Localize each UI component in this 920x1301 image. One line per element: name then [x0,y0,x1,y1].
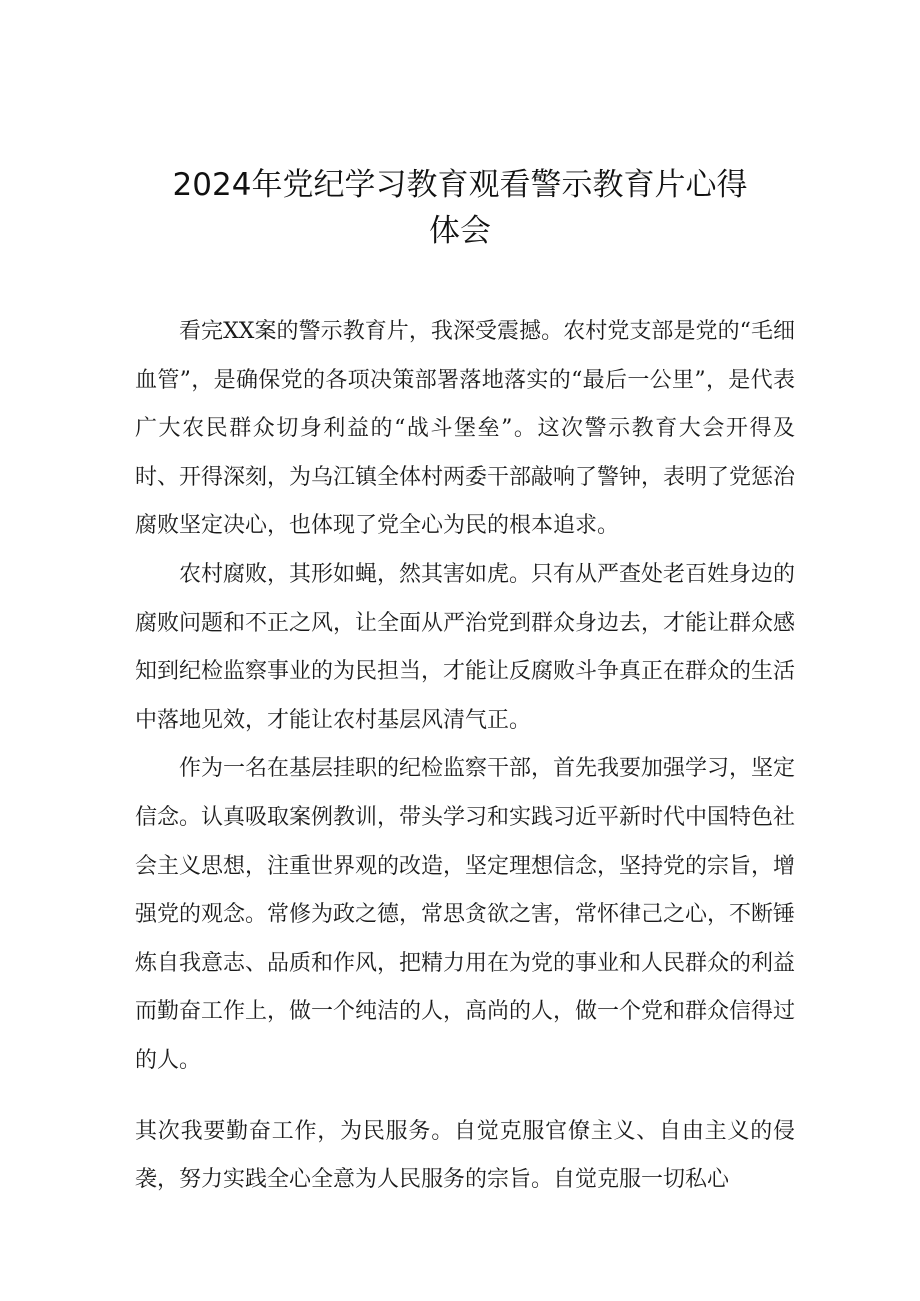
document-body [135,308,795,1205]
paragraph-3: 作为一名在基层挂职的纪检监察干部，首先我要加强学习，坚定信念。认真吸取案例教训，带头学习和实践习近平新时代中国特色社会主义思想，注重世界观的改造，坚定理想信念，坚持党的宗旨，增强党的观念。常修为政之德，常思贪欲之害，常怀律己之心，不断锤炼自我意志、品质和作风，把精力用在为党的事业和人民群众的利益而勤奋工作上，做一个纯洁的人，高尚的人，做一个党和群众信得过的人。 [135,756,796,1073]
paragraph-1: 看完XX案的警示教育片，我深受震撼。农村党支部是党的“毛细血管”，是确保党的各项决策部署落地落实的“最后一公里”，是代表广大农民群众切身利益的“战斗堡垒”。这次警示教育大会开得及时、开得深刻，为乌江镇全体村两委干部敲响了警钟，表明了党惩治腐败坚定决心，也体现了党全心为民的根本追求。 [135,319,796,539]
title-line-2: 体会 [429,213,491,249]
title-line-1: 2024年党纪学习教育观看警示教育片心得 [172,167,748,203]
paragraph-4: 其次我要勤奋工作，为民服务。自觉克服官僚主义、自由主义的侵袭，努力实践全心全意为人民服务的宗旨。自觉克服一切私心 [135,1118,795,1193]
paragraph-2: 农村腐败，其形如蝇，然其害如虎。只有从严查处老百姓身边的腐败问题和不正之风，让全面从严治党到群众身边去，才能让群众感知到纪检监察事业的为民担当，才能让反腐败斗争真正在群众的生活中落地见效，才能让农村基层风清气正。 [135,561,796,733]
document-title [0,162,920,254]
